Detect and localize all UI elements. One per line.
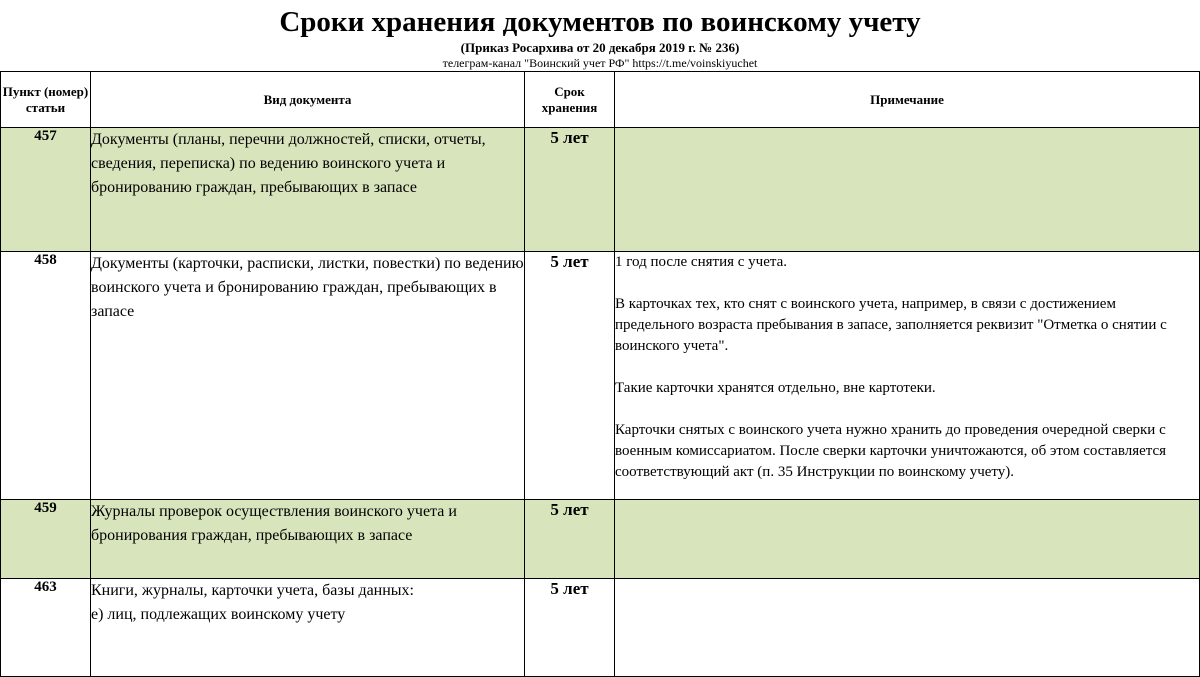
table-row (1, 128, 1200, 252)
header-term: Срок хранения (525, 72, 615, 128)
row-term: 5 лет (525, 252, 615, 500)
table-row (1, 579, 1200, 677)
header-note: Примечание (615, 72, 1200, 128)
row-kind: Журналы проверок осуществления воинского учета и бронирования граждан, пребывающих в запасе (91, 500, 525, 579)
note-paragraph: Такие карточки хранятся отдельно, вне картотеки. (615, 380, 936, 396)
row-term: 5 лет (525, 500, 615, 579)
row-number: 457 (1, 128, 91, 252)
row-number: 459 (1, 500, 91, 579)
kind-line: е) лиц, подлежащих воинскому учету (91, 606, 346, 623)
kind-line: Книги, журналы, карточки учета, базы данных: (91, 582, 414, 599)
row-kind (91, 579, 525, 677)
page-title: Сроки хранения документов по воинскому учету (279, 6, 921, 38)
row-kind: Документы (планы, перечни должностей, списки, отчеты, сведения, переписка) по ведению воинского учета и бронированию граждан, пребывающих в запасе (91, 128, 525, 252)
row-note (615, 500, 1200, 579)
header-number: Пункт (номер) статьи (1, 72, 91, 128)
note-paragraph: Карточки снятых с воинского учета нужно хранить до проведения очередной сверки с военным комиссариатом. После сверки карточки уничтожаются, об этом составляется соответствующий акт (п. 35 Инструкции по воинскому учету). (615, 422, 1167, 480)
row-note (615, 579, 1200, 677)
note-paragraph: 1 год после снятия с учета. (615, 254, 788, 270)
retention-table (0, 71, 1200, 677)
row-number: 463 (1, 579, 91, 677)
note-paragraph: В карточках тех, кто снят с воинского учета, например, в связи с достижением предельного возраста пребывания в запасе, заполняется реквизит "Отметка о снятии с воинского учета". (615, 296, 1167, 354)
row-kind: Документы (карточки, расписки, листки, повестки) по ведению воинского учета и бронированию граждан, пребывающих в запасе (91, 252, 525, 500)
table-row (1, 252, 1200, 500)
row-note (615, 252, 1200, 500)
row-term: 5 лет (525, 128, 615, 252)
header-kind: Вид документа (91, 72, 525, 128)
source-link: телеграм-канал "Воинский учет РФ" https://t.me/voinskiyuchet (442, 56, 758, 70)
order-reference: (Приказ Росархива от 20 декабря 2019 г. № 236) (460, 40, 740, 55)
row-number: 458 (1, 252, 91, 500)
row-term: 5 лет (525, 579, 615, 677)
table-row (1, 500, 1200, 579)
row-note (615, 128, 1200, 252)
table-header-row (1, 72, 1200, 128)
